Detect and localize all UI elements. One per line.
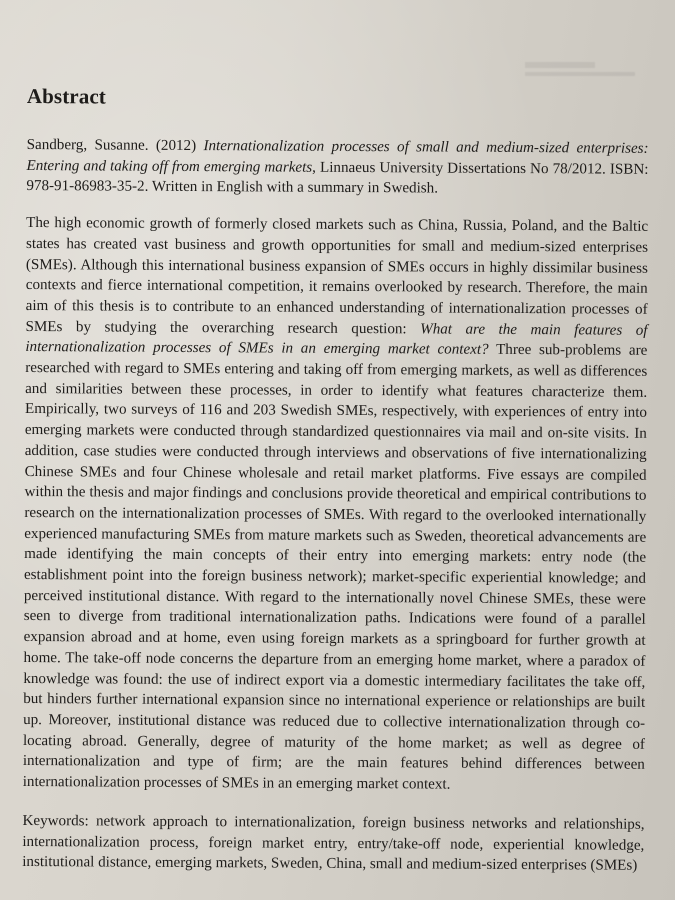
research-question: What are the main features of internationalization processes of SMEs in an emerging market context? xyxy=(25,321,648,359)
abstract-body-part1: The high economic growth of formerly closed markets such as China, Russia, Poland, and the Baltic states has created vast business and growth opportunities for small and medium-sized enterprises (SMEs). Although this international business expansion of SMEs occurs in highly dissimilar business contexts and fierce international competition, it remains overlooked by research. Therefore, the main aim of this thesis is to contribute to an enhanced understanding of internationalization processes of SMEs by studying the overarching research question: xyxy=(25,215,649,338)
citation-details: , Linnaeus University Dissertations No 78/2012. ISBN: 978-91-86983-35-2. Written in English with a summary in Swedish. xyxy=(26,159,649,197)
citation-paragraph xyxy=(26,135,648,201)
bleed-line xyxy=(525,72,635,76)
abstract-body-paragraph xyxy=(23,213,649,796)
citation-author-year: Sandberg, Susanne. (2012) xyxy=(26,136,204,155)
citation-title: Internationalization processes of small and medium-sized enterprises: Entering and taking off from emerging markets xyxy=(26,138,649,176)
abstract-body-part2: Three sub-problems are researched with regard to SMEs entering and taking off from emerging markets, as well as differences and similarities between these processes, in order to identify what features characterize them. Empirically, two surveys of 116 and 203 Swedish SMEs, respectively, with experiences of entry into emerging markets were conducted through standardized questionnaires via mail and on-site visits. In addition, case studies were conducted through interviews and observations of five internationalizing Chinese SMEs and four Chinese wholesale and retail market platforms. Five essays are compiled within the thesis and major findings and conclusions provide theoretical and empirical contributions to research on the internationalization processes of SMEs. With regard to the overlooked internationally experienced manufacturing SMEs from mature markets such as Sweden, theoretical advancements are made identifying the main concepts of their entry into emerging markets: entry node (the establishment point into the foreign business network); market-specific experiential knowledge; and perceived institutional distance. With regard to the internationally novel Chinese SMEs, these were seen to diverge from traditional internationalization paths. Indications were found of a parallel expansion abroad and at home, even using foreign markets as a springboard for further growth at home. The take-off node concerns the departure from an emerging home market, where a paradox of knowledge was found: the use of indirect export via a domestic intermediary facilitates the take off, but hinders further international expansion since no international experience or relationships are built up. Moreover, institutional distance was reduced due to collective internationalization through co-locating abroad. Generally, degree of maturity of the home market; as well as degree of internationalization and type of firm; are the main features behind differences between internationalization processes of SMEs in an emerging market context. xyxy=(22,342,648,793)
abstract-heading: Abstract xyxy=(26,84,106,109)
keywords-paragraph: Keywords: network approach to internationalization, foreign business networks and relationships, internationalization process, foreign market entry, entry/take-off node, experiential knowledge, institutional distance, emerging markets, Sweden, China, small and medium-sized enterprises (SMEs) xyxy=(22,812,645,874)
bleed-line xyxy=(525,62,595,68)
abstract-content xyxy=(22,84,649,877)
bleed-through-text xyxy=(525,62,645,82)
